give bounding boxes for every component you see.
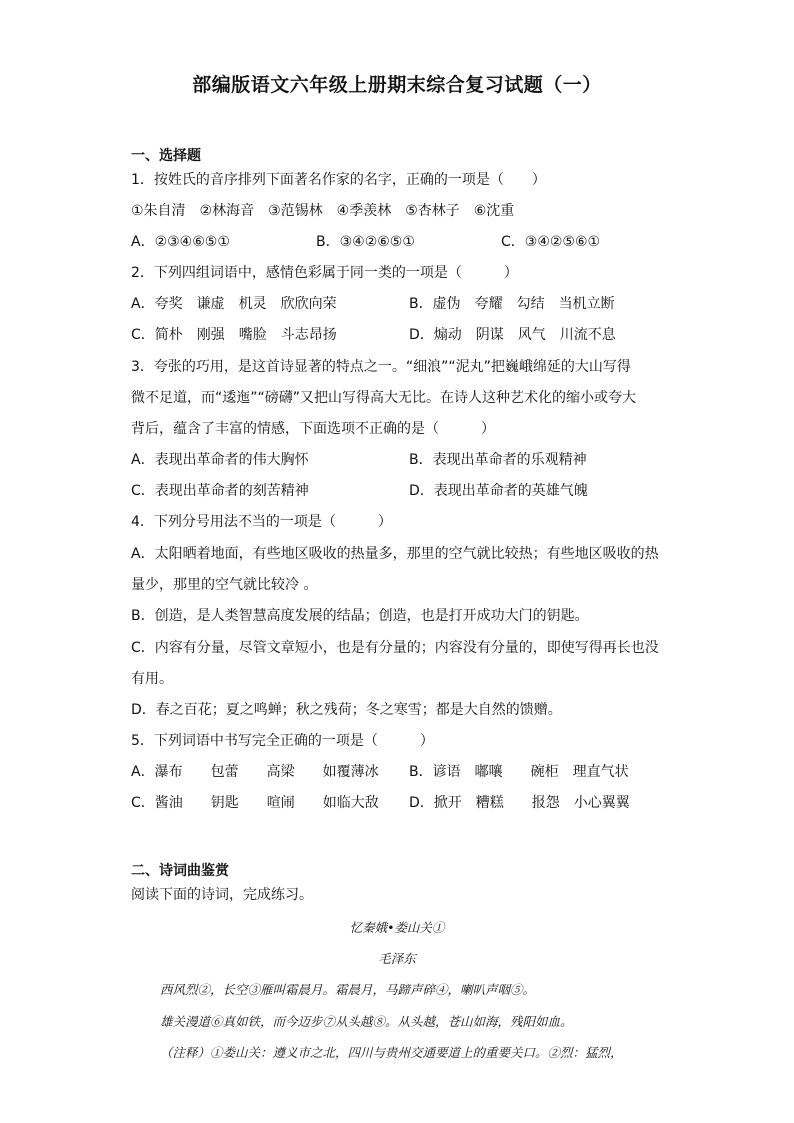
question-1-names: ①朱自清 ②林海音 ③范锡林 ④季羡林 ⑤杏林子 ⑥沈重 <box>131 203 515 219</box>
question-4-option-a-line-2: 量少，那里的空气就比较冷 。 <box>131 577 318 593</box>
question-3-stem-line-3: 背后，蕴含了丰富的情感，下面选项不正确的是（ ） <box>131 421 495 437</box>
question-3-option-d: D．表现出革命者的英雄气魄 <box>409 483 588 499</box>
question-3-option-b: B．表现出革命者的乐观精神 <box>409 452 587 468</box>
poem-author: 毛泽东 <box>378 951 416 966</box>
question-1-option-a: A．②③④⑥⑤① <box>131 234 230 250</box>
poem-annotation: （注释）①娄山关：遵义市之北，四川与贵州交通要道上的重要关口。②烈：猛烈， <box>160 1045 623 1060</box>
question-3-stem-line-2: 微不足道，而“逶迤”“磅礴”又把山写得高大无比。在诗人这种艺术化的缩小或夸大 <box>131 390 637 406</box>
question-4-option-d: D．春之百花；夏之鸣蝉；秋之残荷；冬之寒雪；都是大自然的馈赠。 <box>131 702 562 718</box>
question-4-option-c-line-2: 有用。 <box>131 671 173 687</box>
section-heading-poetry: 二、诗词曲鉴赏 <box>131 863 229 879</box>
question-5-stem: 5．下列词语中书写完全正确的一项是（ ） <box>131 733 434 749</box>
question-5-option-a: A．瀑布 包蕾 高梁 如覆薄冰 <box>131 764 379 780</box>
question-1-option-b: B．③④②⑥⑤① <box>316 234 415 250</box>
poem-title: 忆秦娥•娄山关① <box>349 920 445 935</box>
question-4-option-a-line-1: A．太阳晒着地面，有些地区吸收的热量多，那里的空气就比较热；有些地区吸收的热 <box>131 546 659 562</box>
question-1-option-c: C．③④②⑤⑥① <box>501 234 601 250</box>
question-2-option-d: D．煽动 阴谋 风气 川流不息 <box>409 327 616 343</box>
question-3-option-c: C．表现出革命者的刻苦精神 <box>131 483 309 499</box>
poetry-instruction: 阅读下面的诗词，完成练习。 <box>131 887 313 903</box>
question-2-option-b: B．虚伪 夸耀 勾结 当机立断 <box>409 296 615 312</box>
question-5-option-b: B．谚语 嘟嚷 碗柜 理直气状 <box>409 764 629 780</box>
question-1-stem: 1．按姓氏的音序排列下面著名作家的名字，正确的一项是（ ） <box>131 172 546 188</box>
poem-line-2: 雄关漫道⑥真如铁，而今迈步⑦从头越⑧。从头越，苍山如海，残阳如血。 <box>160 1014 573 1029</box>
section-heading-choice: 一、选择题 <box>131 148 201 164</box>
question-2-option-c: C．简朴 刚强 嘴脸 斗志昂扬 <box>131 327 337 343</box>
question-4-option-c-line-1: C．内容有分量，尽管文章短小，也是有分量的；内容没有分量的，即使写得再长也没 <box>131 640 659 656</box>
page-title: 部编版语文六年级上册期末综合复习试题（一） <box>192 74 602 96</box>
poem-line-1: 西风烈②，长空③雁叫霜晨月。霜晨月，马蹄声碎④，喇叭声咽⑤。 <box>160 982 536 997</box>
question-4-option-b: B．创造，是人类智慧高度发展的结晶；创造，也是打开成功大门的钥匙。 <box>131 608 589 624</box>
question-2-option-a: A．夸奖 谦虚 机灵 欣欣向荣 <box>131 296 337 312</box>
question-5-option-c: C．酱油 钥匙 喧闹 如临大敌 <box>131 795 379 811</box>
question-3-option-a: A．表现出革命者的伟大胸怀 <box>131 452 309 468</box>
question-2-stem: 2．下列四组词语中，感情色彩属于同一类的一项是（ ） <box>131 265 518 281</box>
question-3-stem-line-1: 3．夸张的巧用，是这首诗显著的特点之一。“细浪”“泥丸”把巍峨绵延的大山写得 <box>131 359 631 375</box>
question-5-option-d: D．掀开 糟糕 报怨 小心翼翼 <box>409 795 630 811</box>
question-4-stem: 4．下列分号用法不当的一项是（ ） <box>131 514 392 530</box>
